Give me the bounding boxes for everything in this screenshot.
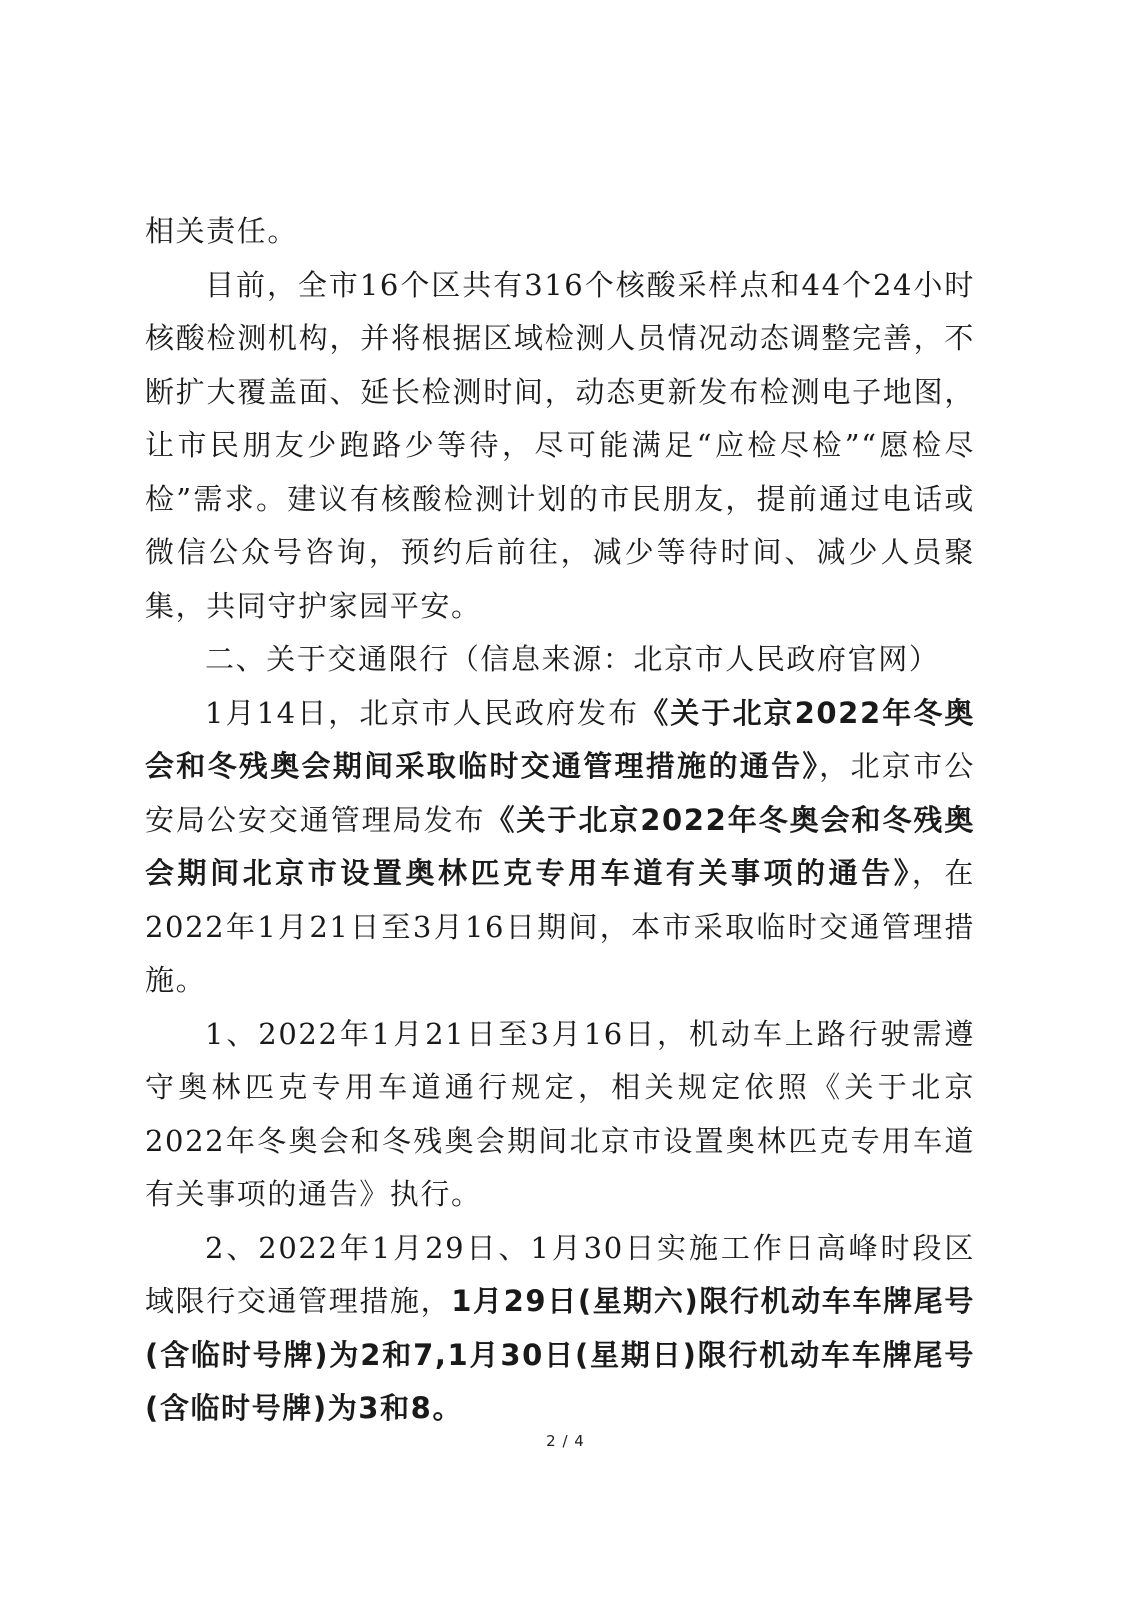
paragraph-continuation: 相关责任。 (145, 214, 299, 248)
announcement-end: ，在2022年1月21日至3月16日期间，本市采取临时交通管理措施。 (145, 856, 975, 997)
paragraph-item-1: 1、2022年1月21日至3月16日，机动车上路行驶需遵守奥林匹克专用车道通行规定，相关规定依照《关于北京2022年冬奥会和冬残奥会期间北京市设置奥林匹克专用车道有关事项的通告》执行。 (145, 1016, 975, 1211)
announcement-intro: 1月14日，北京市人民政府发布 (205, 695, 640, 730)
document-body (145, 205, 975, 1436)
item-2-plate-restrictions: 1月29日(星期六)限行机动车车牌尾号(含临时号牌)为2和7,1月30日(星期日)限行机动车车牌尾号(含临时号牌)为3和8。 (145, 1284, 975, 1425)
paragraph-announcement (145, 687, 975, 1008)
section-title: 二、关于交通限行 (205, 642, 450, 676)
item-2-intro: 2、2022年1月29日、1月30日实施工作日高峰时段区域限行交通管理措施， (145, 1230, 975, 1318)
notice-title-traffic-measures: 《关于北京2022年冬奥会和冬残奥会期间采取临时交通管理措施的通告》 (145, 695, 975, 783)
paragraph-testing-sites: 目前，全市16个区共有316个核酸采样点和44个24小时核酸检测机构，并将根据区域检测人员情况动态调整完善，不断扩大覆盖面、延长检测时间，动态更新发布检测电子地图，让市民朋友少跑路少等待，尽可能满足“应检尽检”“愿检尽检”需求。建议有核酸检测计划的市民朋友，提前通过电话或微信公众号咨询，预约后前往，减少等待时间、减少人员聚集，共同守护家园平安。 (145, 267, 975, 623)
announcement-middle: ，北京市公安局公安交通管理局发布 (145, 749, 975, 837)
page-number: 2 / 4 (546, 1432, 585, 1450)
paragraph-item-2 (145, 1222, 975, 1436)
section-heading-traffic (145, 633, 975, 687)
notice-title-olympic-lanes: 《关于北京2022年冬奥会和冬残奥会期间北京市设置奥林匹克专用车道有关事项的通告》 (145, 802, 975, 890)
section-source: （信息来源：北京市人民政府官网） (449, 642, 940, 676)
